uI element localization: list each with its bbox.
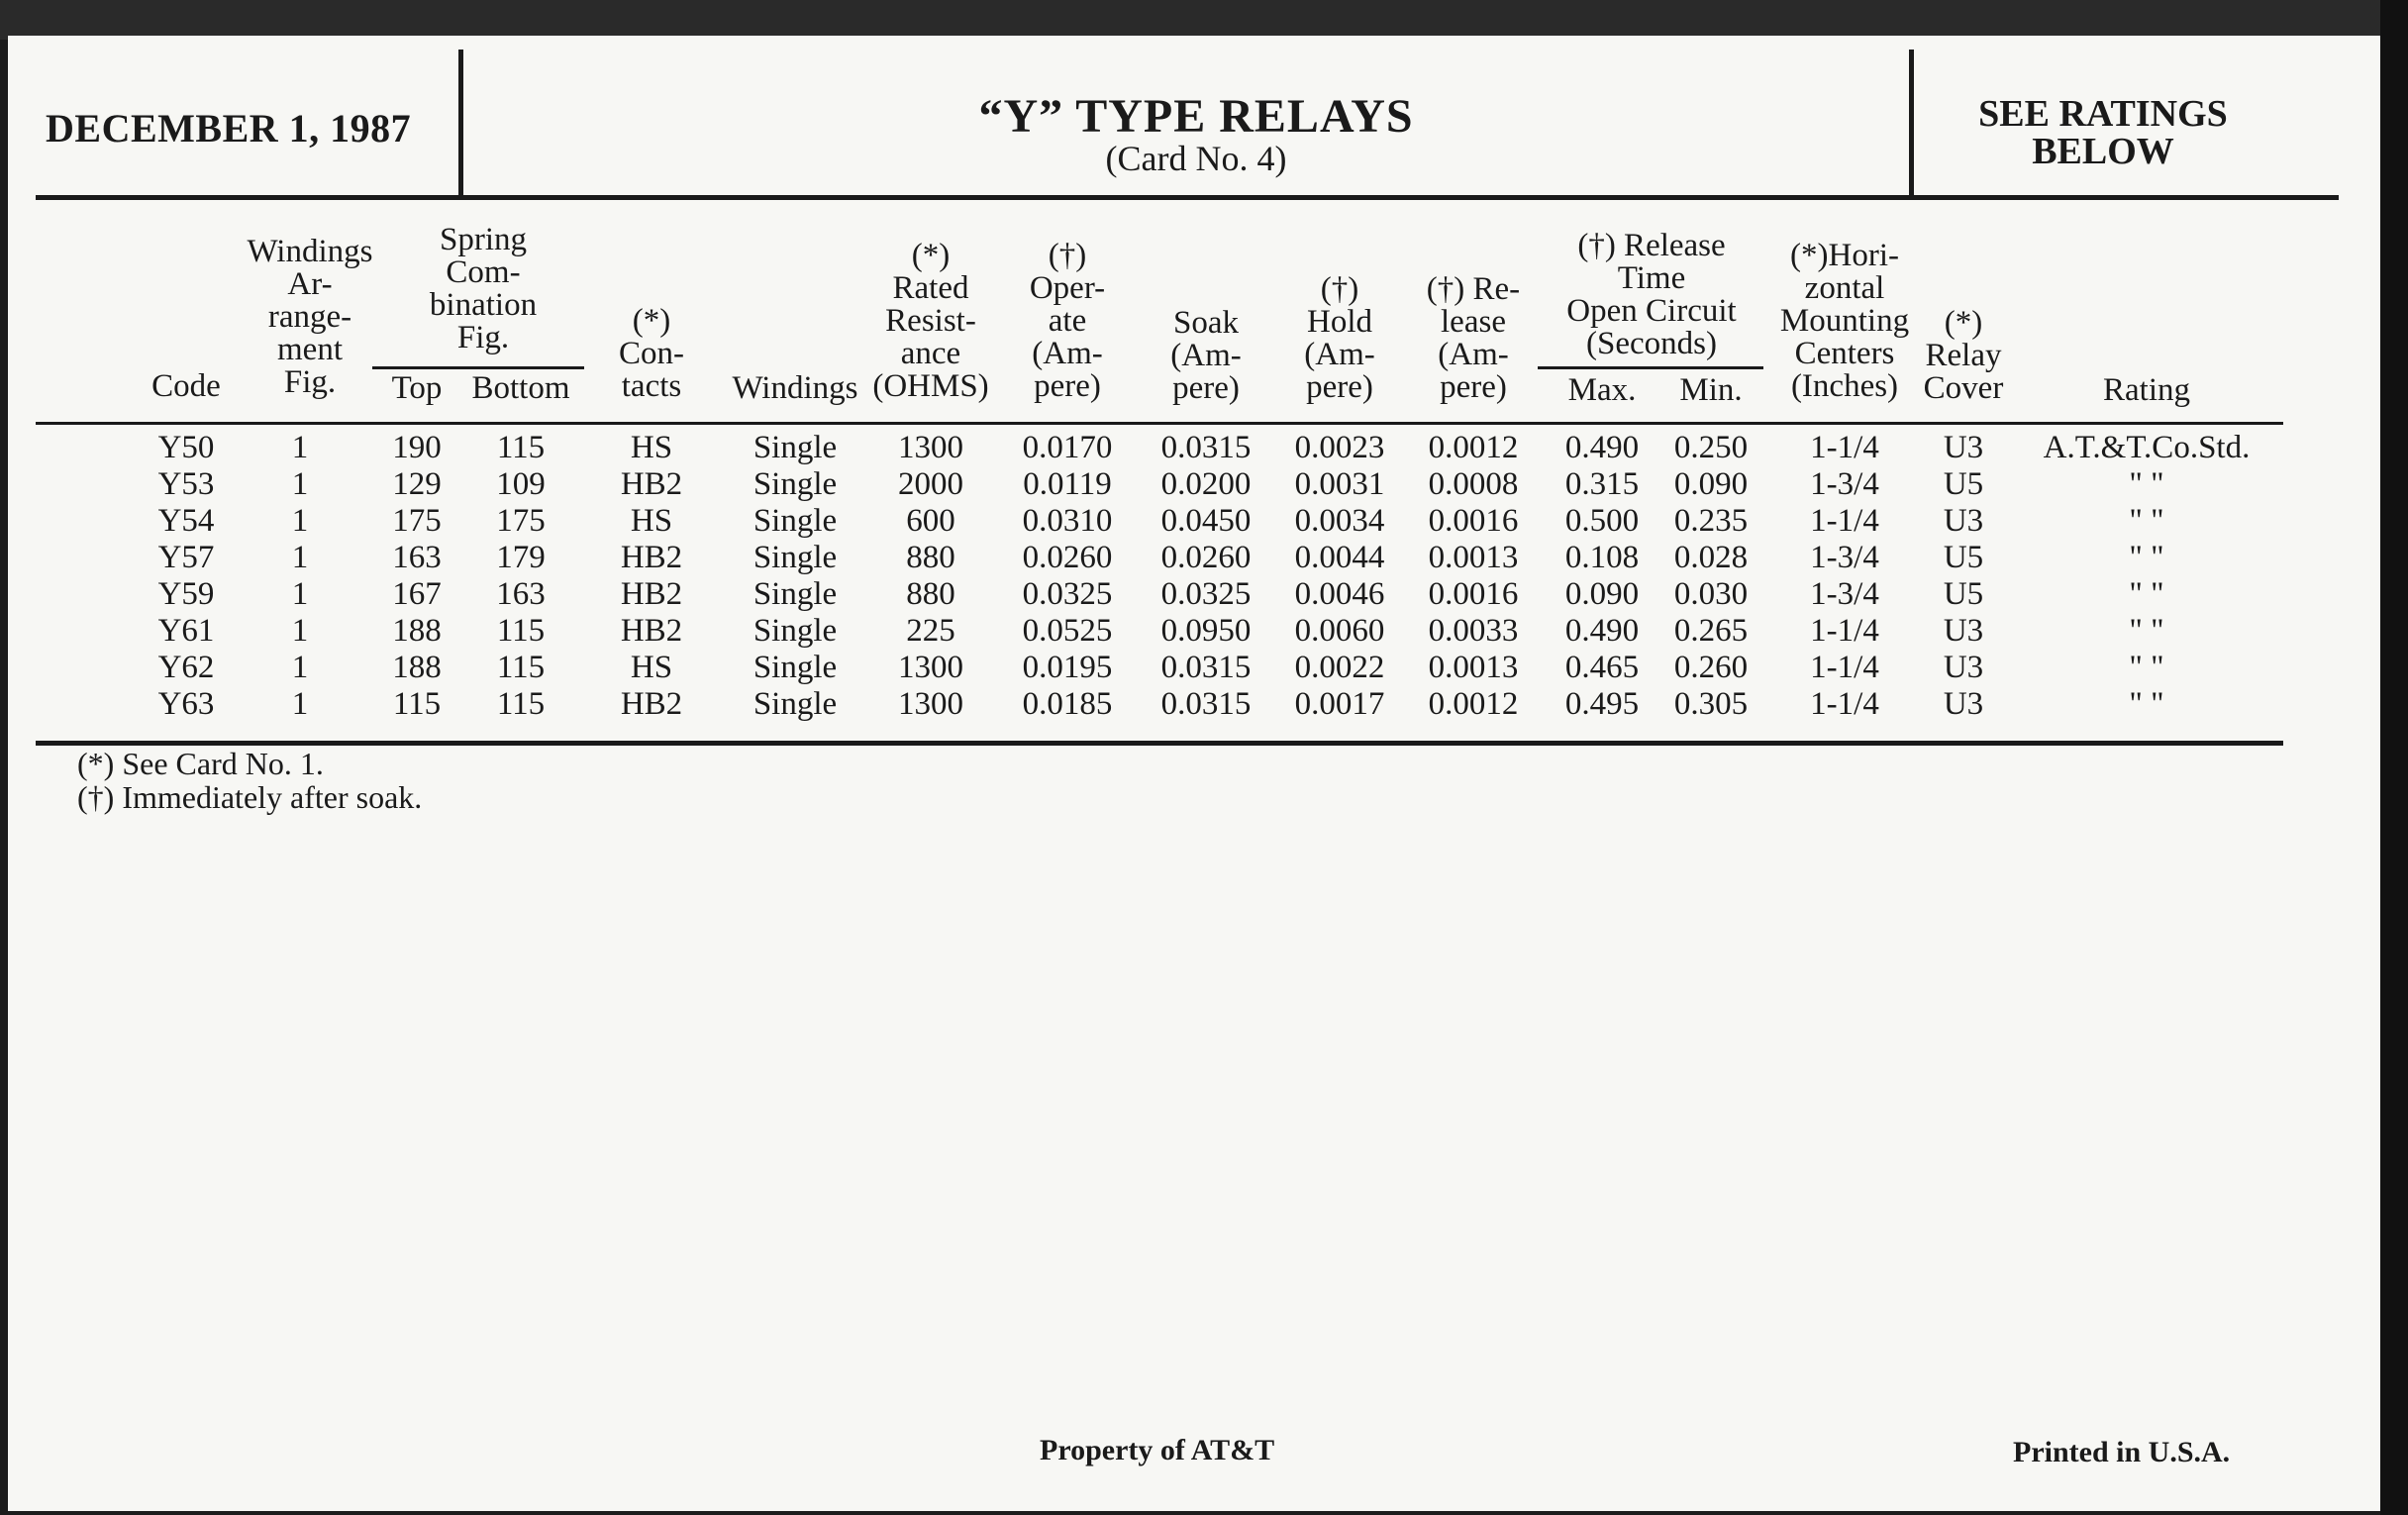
footnote-dagger: (†) Immediately after soak. <box>77 779 423 815</box>
cell-resist: 880 <box>906 540 955 575</box>
cell-soak: 0.0325 <box>1160 576 1252 612</box>
cell-windings: Single <box>752 686 838 722</box>
cell-contacts: HS <box>630 503 673 539</box>
header-divider-left <box>458 50 463 198</box>
card-title-block <box>473 89 1919 179</box>
cell-release: 0.0013 <box>1428 650 1519 685</box>
cell-max: 0.315 <box>1564 466 1640 502</box>
cell-mount: 1-1/4 <box>1810 650 1879 685</box>
cell-hold: 0.0023 <box>1294 430 1385 465</box>
cell-mount: 1-3/4 <box>1810 540 1879 575</box>
cell-operate: 0.0260 <box>1022 540 1113 575</box>
cell-soak: 0.0950 <box>1160 613 1252 649</box>
cell-rating: " " <box>2129 576 2164 612</box>
cell-top: 167 <box>392 576 442 612</box>
ratings-line-1: SEE RATINGS <box>1978 93 2228 135</box>
cell-cover: U3 <box>1943 613 1984 649</box>
cell-code: Y61 <box>157 613 215 649</box>
cell-bottom: 163 <box>496 576 546 612</box>
cell-operate: 0.0185 <box>1022 686 1113 722</box>
cell-contacts: HS <box>630 650 673 685</box>
cell-top: 163 <box>392 540 442 575</box>
table-bottom-rule <box>36 741 2283 746</box>
cell-bottom: 115 <box>496 650 546 685</box>
cell-mount: 1-1/4 <box>1810 686 1879 722</box>
cell-contacts: HB2 <box>620 540 683 575</box>
cell-contacts: HS <box>630 430 673 465</box>
cell-arr: 1 <box>291 613 309 649</box>
cell-hold: 0.0044 <box>1294 540 1385 575</box>
cell-contacts: HB2 <box>620 686 683 722</box>
cell-windings: Single <box>752 650 838 685</box>
cell-max: 0.500 <box>1564 503 1640 539</box>
cell-bottom: 175 <box>496 503 546 539</box>
cell-arr: 1 <box>291 576 309 612</box>
cell-resist: 1300 <box>898 650 963 685</box>
cell-windings: Single <box>752 540 838 575</box>
cell-release: 0.0016 <box>1428 503 1519 539</box>
cell-bottom: 179 <box>496 540 546 575</box>
cell-resist: 880 <box>906 576 955 612</box>
cell-arr: 1 <box>291 540 309 575</box>
cell-hold: 0.0034 <box>1294 503 1385 539</box>
cell-release: 0.0012 <box>1428 430 1519 465</box>
col-relay-cover: (*) Relay Cover <box>1923 305 2004 406</box>
cell-windings: Single <box>752 576 838 612</box>
cell-operate: 0.0195 <box>1022 650 1113 685</box>
ratings-line-2: BELOW <box>2032 131 2174 172</box>
cell-bottom: 115 <box>496 430 546 465</box>
cell-rating: " " <box>2129 613 2164 649</box>
cell-mount: 1-1/4 <box>1810 613 1879 649</box>
cell-top: 190 <box>392 430 442 465</box>
cell-mount: 1-3/4 <box>1810 466 1879 502</box>
cell-code: Y50 <box>157 430 215 465</box>
cell-code: Y53 <box>157 466 215 502</box>
col-contacts: (*) Con- tacts <box>619 303 684 404</box>
col-max: Max. <box>1567 372 1637 408</box>
cell-hold: 0.0046 <box>1294 576 1385 612</box>
cell-hold: 0.0022 <box>1294 650 1385 685</box>
cell-soak: 0.0315 <box>1160 686 1252 722</box>
cell-soak: 0.0315 <box>1160 430 1252 465</box>
cell-arr: 1 <box>291 503 309 539</box>
col-release-time: (†) Release Time Open Circuit (Seconds) <box>1566 228 1737 361</box>
cell-cover: U3 <box>1943 503 1984 539</box>
cell-top: 175 <box>392 503 442 539</box>
cell-mount: 1-1/4 <box>1810 503 1879 539</box>
cell-max: 0.495 <box>1564 686 1640 722</box>
cell-resist: 2000 <box>898 466 963 502</box>
cell-hold: 0.0031 <box>1294 466 1385 502</box>
cell-contacts: HB2 <box>620 576 683 612</box>
cell-min: 0.235 <box>1673 503 1749 539</box>
cell-soak: 0.0200 <box>1160 466 1252 502</box>
cell-code: Y59 <box>157 576 215 612</box>
col-windings: Windings <box>732 370 858 406</box>
cell-code: Y54 <box>157 503 215 539</box>
card-title: “Y” TYPE RELAYS <box>978 90 1414 143</box>
cell-code: Y62 <box>157 650 215 685</box>
scan-border-right <box>2380 0 2408 1515</box>
cell-code: Y63 <box>157 686 215 722</box>
cell-contacts: HB2 <box>620 466 683 502</box>
cell-operate: 0.0525 <box>1022 613 1113 649</box>
cell-soak: 0.0260 <box>1160 540 1252 575</box>
footer-printed: Printed in U.S.A. <box>2013 1436 2231 1468</box>
scan-border-top <box>0 0 2408 40</box>
ratings-note <box>1919 95 2287 170</box>
cell-bottom: 115 <box>496 613 546 649</box>
cell-cover: U5 <box>1943 540 1984 575</box>
cell-release: 0.0012 <box>1428 686 1519 722</box>
card-date: DECEMBER 1, 1987 <box>46 106 412 151</box>
cell-max: 0.465 <box>1564 650 1640 685</box>
cell-min: 0.250 <box>1673 430 1749 465</box>
header-rule <box>36 195 2339 200</box>
cell-top: 188 <box>392 613 442 649</box>
cell-release: 0.0013 <box>1428 540 1519 575</box>
cell-min: 0.030 <box>1673 576 1749 612</box>
cell-top: 129 <box>392 466 442 502</box>
cell-max: 0.108 <box>1564 540 1640 575</box>
cell-operate: 0.0170 <box>1022 430 1113 465</box>
cell-rating: " " <box>2129 540 2164 575</box>
cell-contacts: HB2 <box>620 613 683 649</box>
card-subtitle: (Card No. 4) <box>1105 139 1287 178</box>
col-top: Top <box>391 370 443 406</box>
cell-rating: A.T.&T.Co.Std. <box>2043 430 2251 465</box>
cell-mount: 1-1/4 <box>1810 430 1879 465</box>
cell-top: 115 <box>392 686 442 722</box>
cell-top: 188 <box>392 650 442 685</box>
cell-cover: U3 <box>1943 430 1984 465</box>
footnote-asterisk: (*) See Card No. 1. <box>77 746 324 781</box>
col-mounting-centers: (*)Hori- zontal Mounting Centers (Inches) <box>1779 238 1910 404</box>
col-operate: (†) Oper- ate (Am- pere) <box>1029 238 1106 404</box>
relay-card <box>8 36 2380 1511</box>
cell-windings: Single <box>752 466 838 502</box>
cell-resist: 225 <box>906 613 955 649</box>
cell-cover: U3 <box>1943 650 1984 685</box>
cell-bottom: 115 <box>496 686 546 722</box>
cell-resist: 1300 <box>898 430 963 465</box>
footer-property: Property of AT&T <box>1040 1434 1275 1466</box>
cell-min: 0.028 <box>1673 540 1749 575</box>
cell-min: 0.260 <box>1673 650 1749 685</box>
cell-operate: 0.0119 <box>1023 466 1112 502</box>
col-code: Code <box>151 368 221 404</box>
cell-resist: 1300 <box>898 686 963 722</box>
cell-arr: 1 <box>291 430 309 465</box>
col-rating: Rating <box>2103 372 2190 408</box>
cell-windings: Single <box>752 503 838 539</box>
header-divider-right <box>1909 50 1914 198</box>
cell-hold: 0.0060 <box>1294 613 1385 649</box>
cell-arr: 1 <box>291 466 309 502</box>
cell-soak: 0.0315 <box>1160 650 1252 685</box>
col-min: Min. <box>1679 372 1743 408</box>
col-hold: (†) Hold (Am- pere) <box>1304 271 1375 405</box>
cell-bottom: 109 <box>496 466 546 502</box>
col-bottom: Bottom <box>471 370 570 406</box>
column-header-rule <box>36 422 2283 425</box>
cell-arr: 1 <box>291 686 309 722</box>
cell-windings: Single <box>752 613 838 649</box>
col-soak: Soak (Am- pere) <box>1170 305 1242 406</box>
cell-rating: " " <box>2129 650 2164 685</box>
col-spring-combination: Spring Com- bination Fig. <box>429 222 538 355</box>
cell-rating: " " <box>2129 466 2164 502</box>
cell-rating: " " <box>2129 686 2164 722</box>
cell-min: 0.305 <box>1673 686 1749 722</box>
cell-resist: 600 <box>906 503 955 539</box>
col-windings-arrangement: Windings Ar- range- ment Fig. <box>247 234 373 400</box>
cell-cover: U5 <box>1943 466 1984 502</box>
cell-max: 0.090 <box>1564 576 1640 612</box>
cell-min: 0.265 <box>1673 613 1749 649</box>
cell-min: 0.090 <box>1673 466 1749 502</box>
cell-release: 0.0008 <box>1428 466 1519 502</box>
col-rated-resistance: (*) Rated Resist- ance (OHMS) <box>872 238 989 404</box>
cell-hold: 0.0017 <box>1294 686 1385 722</box>
cell-windings: Single <box>752 430 838 465</box>
cell-rating: " " <box>2129 503 2164 539</box>
col-release: (†) Re- lease (Am- pere) <box>1426 271 1521 405</box>
spring-rule <box>372 366 584 369</box>
release-time-rule <box>1538 366 1763 369</box>
cell-arr: 1 <box>291 650 309 685</box>
cell-cover: U3 <box>1943 686 1984 722</box>
cell-operate: 0.0325 <box>1022 576 1113 612</box>
cell-mount: 1-3/4 <box>1810 576 1879 612</box>
cell-release: 0.0033 <box>1428 613 1519 649</box>
cell-max: 0.490 <box>1564 430 1640 465</box>
cell-cover: U5 <box>1943 576 1984 612</box>
cell-max: 0.490 <box>1564 613 1640 649</box>
cell-operate: 0.0310 <box>1022 503 1113 539</box>
cell-soak: 0.0450 <box>1160 503 1252 539</box>
cell-release: 0.0016 <box>1428 576 1519 612</box>
cell-code: Y57 <box>157 540 215 575</box>
